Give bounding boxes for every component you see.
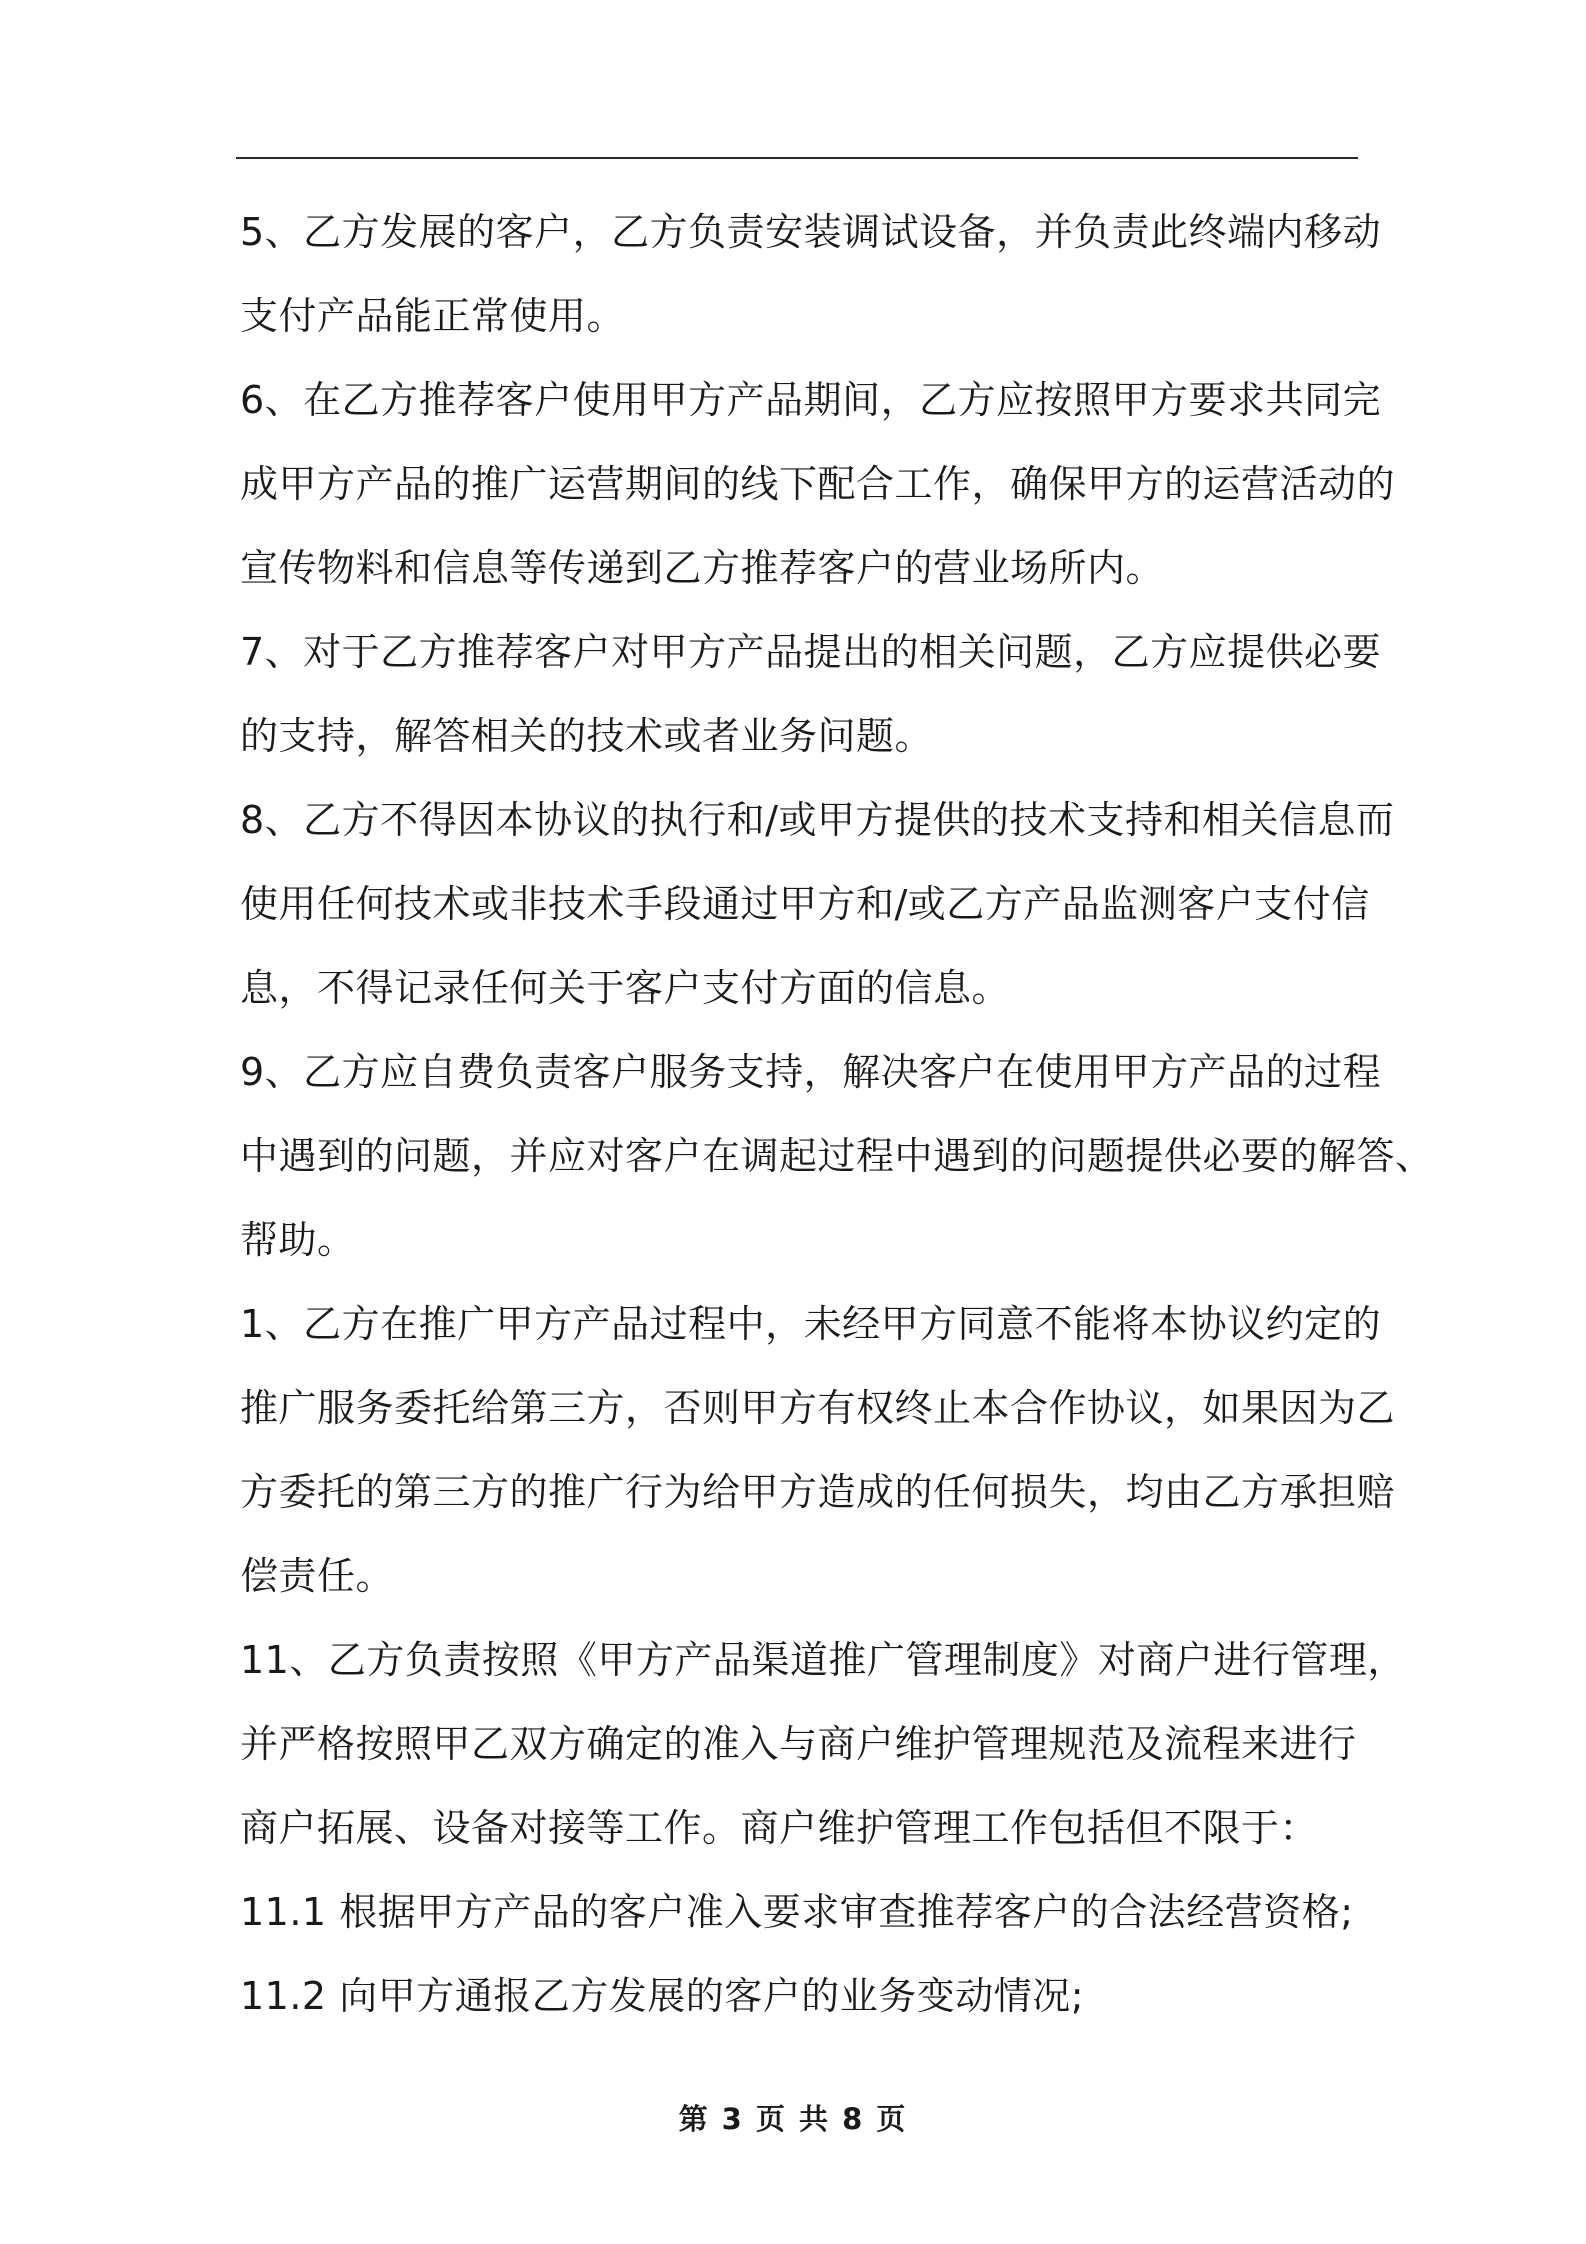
paragraph-1 (240, 1282, 1396, 1618)
header-rule (236, 157, 1358, 159)
paragraph-line: 9、乙方应自费负责客户服务支持，解决客户在使用甲方产品的过程 (240, 1050, 1382, 1094)
paragraph-11-2 (240, 1954, 1370, 2038)
paragraph-11 (240, 1618, 1406, 1870)
paragraph-line: 方委托的第三方的推广行为给甲方造成的任何损失，均由乙方承担赔 (240, 1470, 1396, 1514)
paragraph-line: 支付产品能正常使用。 (240, 294, 626, 338)
paragraph-line: 偿责任。 (240, 1554, 395, 1598)
paragraph-line: 5、乙方发展的客户，乙方负责安装调试设备，并负责此终端内移动 (240, 210, 1382, 254)
paragraph-11-1 (240, 1870, 1370, 1954)
paragraph-line: 使用任何技术或非技术手段通过甲方和/或乙方产品监测客户支付信 (240, 882, 1370, 926)
paragraph-line: 中遇到的问题，并应对客户在调起过程中遇到的问题提供必要的解答、 (240, 1134, 1434, 1178)
paragraph-line: 1、乙方在推广甲方产品过程中，未经甲方同意不能将本协议约定的 (240, 1302, 1382, 1346)
paragraph-line: 11、乙方负责按照《甲方产品渠道推广管理制度》对商户进行管理， (240, 1638, 1406, 1682)
paragraph-9 (240, 1030, 1434, 1282)
paragraph-line: 息，不得记录任何关于客户支付方面的信息。 (240, 966, 1011, 1010)
paragraph-7 (240, 610, 1382, 778)
paragraph-line: 8、乙方不得因本协议的执行和/或甲方提供的技术支持和相关信息而 (240, 798, 1395, 842)
paragraph-line: 成甲方产品的推广运营期间的线下配合工作，确保甲方的运营活动的 (240, 462, 1396, 506)
paragraph-line: 帮助。 (240, 1218, 356, 1262)
page-number: 第 3 页 共 8 页 (678, 2102, 908, 2136)
paragraph-line: 11.2 向甲方通报乙方发展的客户的业务变动情况; (240, 1974, 1084, 2018)
paragraph-line: 推广服务委托给第三方，否则甲方有权终止本合作协议，如果因为乙 (240, 1386, 1396, 1430)
paragraph-8 (240, 778, 1395, 1030)
paragraph-6 (240, 358, 1396, 610)
paragraph-line: 宣传物料和信息等传递到乙方推荐客户的营业场所内。 (240, 546, 1165, 590)
paragraph-line: 6、在乙方推荐客户使用甲方产品期间，乙方应按照甲方要求共同完 (240, 378, 1382, 422)
page-footer (0, 2097, 1586, 2138)
paragraph-line: 并严格按照甲乙双方确定的准入与商户维护管理规范及流程来进行 (240, 1722, 1357, 1766)
document-body (240, 190, 1434, 2038)
paragraph-5 (240, 190, 1382, 358)
paragraph-line: 商户拓展、设备对接等工作。商户维护管理工作包括但不限于： (240, 1806, 1319, 1850)
paragraph-line: 11.1 根据甲方产品的客户准入要求审查推荐客户的合法经营资格; (240, 1890, 1354, 1934)
paragraph-line: 的支持，解答相关的技术或者业务问题。 (240, 714, 934, 758)
paragraph-line: 7、对于乙方推荐客户对甲方产品提出的相关问题，乙方应提供必要 (240, 630, 1382, 674)
